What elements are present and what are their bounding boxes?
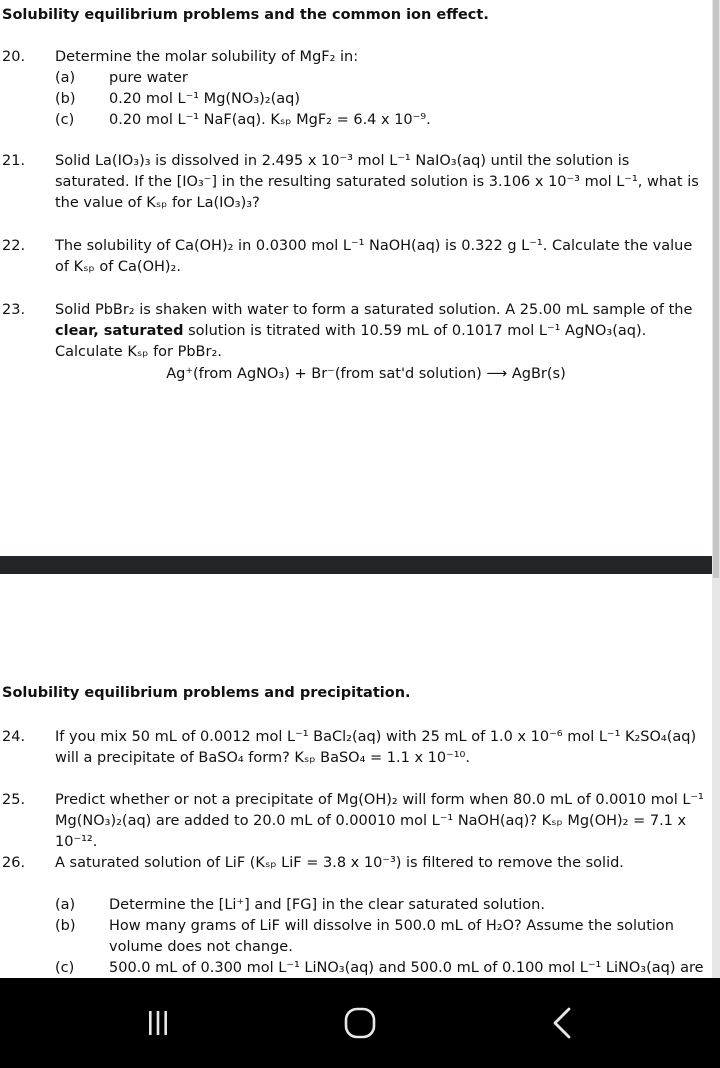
vertical-scrollbar[interactable] — [712, 0, 720, 978]
part-text: Determine the [Li⁺] and [FG] in the clear saturated solution. — [109, 897, 545, 913]
part-label: (c) — [55, 960, 75, 976]
part-label: (c) — [55, 112, 75, 128]
android-navigation-bar — [0, 978, 720, 1068]
back-icon — [547, 1005, 577, 1041]
part-label: (b) — [55, 918, 76, 934]
question-number: 22. — [2, 238, 26, 254]
question-text-start: Solid PbBr₂ is shaken with water to form a saturated solution. A 25.00 mL sample of the — [55, 302, 693, 318]
document-page-2 — [0, 574, 712, 978]
question-text — [55, 300, 705, 363]
question-number: 24. — [2, 729, 26, 745]
question-text-end: solution is titrated with 10.59 mL of 0.1017 mol L⁻¹ AgNO₃(aq). Calculate Kₛₚ for PbBr₂. — [55, 323, 647, 360]
question-text: If you mix 50 mL of 0.0012 mol L⁻¹ BaCl₂(aq) with 25 mL of 1.0 x 10⁻⁶ mol L⁻¹ K₂SO₄(aq) will a precipitate of BaSO₄ form? Kₛₚ BaSO₄ = 1.1 x 10⁻¹⁰. — [55, 729, 697, 766]
section-title-precipitation: Solubility equilibrium problems and precipitation. — [2, 685, 411, 701]
question-text: A saturated solution of LiF (Kₛₚ LiF = 3.8 x 10⁻³) is filtered to remove the solid. — [55, 855, 624, 871]
home-icon — [342, 1005, 378, 1041]
emphasis-text: clear, saturated — [55, 323, 184, 339]
back-button[interactable] — [532, 1002, 592, 1044]
page-divider — [0, 556, 712, 574]
recent-apps-button[interactable] — [128, 1002, 188, 1044]
part-text: How many grams of LiF will dissolve in 500.0 mL of H₂O? Assume the solution volume does not change. — [109, 918, 674, 955]
part-label: (b) — [55, 91, 76, 107]
question-text: Solid La(IO₃)₃ is dissolved in 2.495 x 10⁻³ mol L⁻¹ NaIO₃(aq) until the solution is saturated. If the [IO₃⁻] in the resulting saturated solution is 3.106 x 10⁻³ mol L⁻¹, what is the value of Kₛₚ for La(IO₃)₃? — [55, 153, 699, 211]
part-text: 0.20 mol L⁻¹ Mg(NO₃)₂(aq) — [109, 91, 300, 107]
part-text: pure water — [109, 70, 188, 86]
question-number: 23. — [2, 302, 26, 318]
question-text: Predict whether or not a precipitate of Mg(OH)₂ will form when 80.0 mL of 0.0010 mol L⁻¹ Mg(NO₃)₂(aq) are added to 20.0 mL of 0.00010 mol L⁻¹ NaOH(aq)? Kₛₚ Mg(OH)₂ = 7.1 x 10⁻¹². — [55, 792, 704, 850]
question-text: Determine the molar solubility of MgF₂ in: — [55, 49, 359, 65]
part-text: 0.20 mol L⁻¹ NaF(aq). Kₛₚ MgF₂ = 6.4 x 10⁻⁹. — [109, 112, 431, 128]
scrollbar-thumb[interactable] — [713, 0, 719, 578]
part-label: (a) — [55, 897, 76, 913]
question-text: The solubility of Ca(OH)₂ in 0.0300 mol L⁻¹ NaOH(aq) is 0.322 g L⁻¹. Calculate the value of Kₛₚ of Ca(OH)₂. — [55, 238, 693, 275]
question-number: 26. — [2, 855, 26, 871]
home-button[interactable] — [330, 1002, 390, 1044]
question-number: 20. — [2, 49, 26, 65]
question-number: 25. — [2, 792, 26, 808]
part-label: (a) — [55, 70, 76, 86]
question-number: 21. — [2, 153, 26, 169]
section-title-common-ion: Solubility equilibrium problems and the common ion effect. — [2, 7, 489, 23]
recent-apps-icon — [143, 1008, 173, 1038]
reaction-equation: Ag⁺(from AgNO₃) + Br⁻(from sat'd solution) ⟶ AgBr(s) — [166, 366, 566, 382]
part-text: 500.0 mL of 0.300 mol L⁻¹ LiNO₃(aq) and 500.0 mL of 0.100 mol L⁻¹ LiNO₃(aq) are — [109, 960, 704, 976]
